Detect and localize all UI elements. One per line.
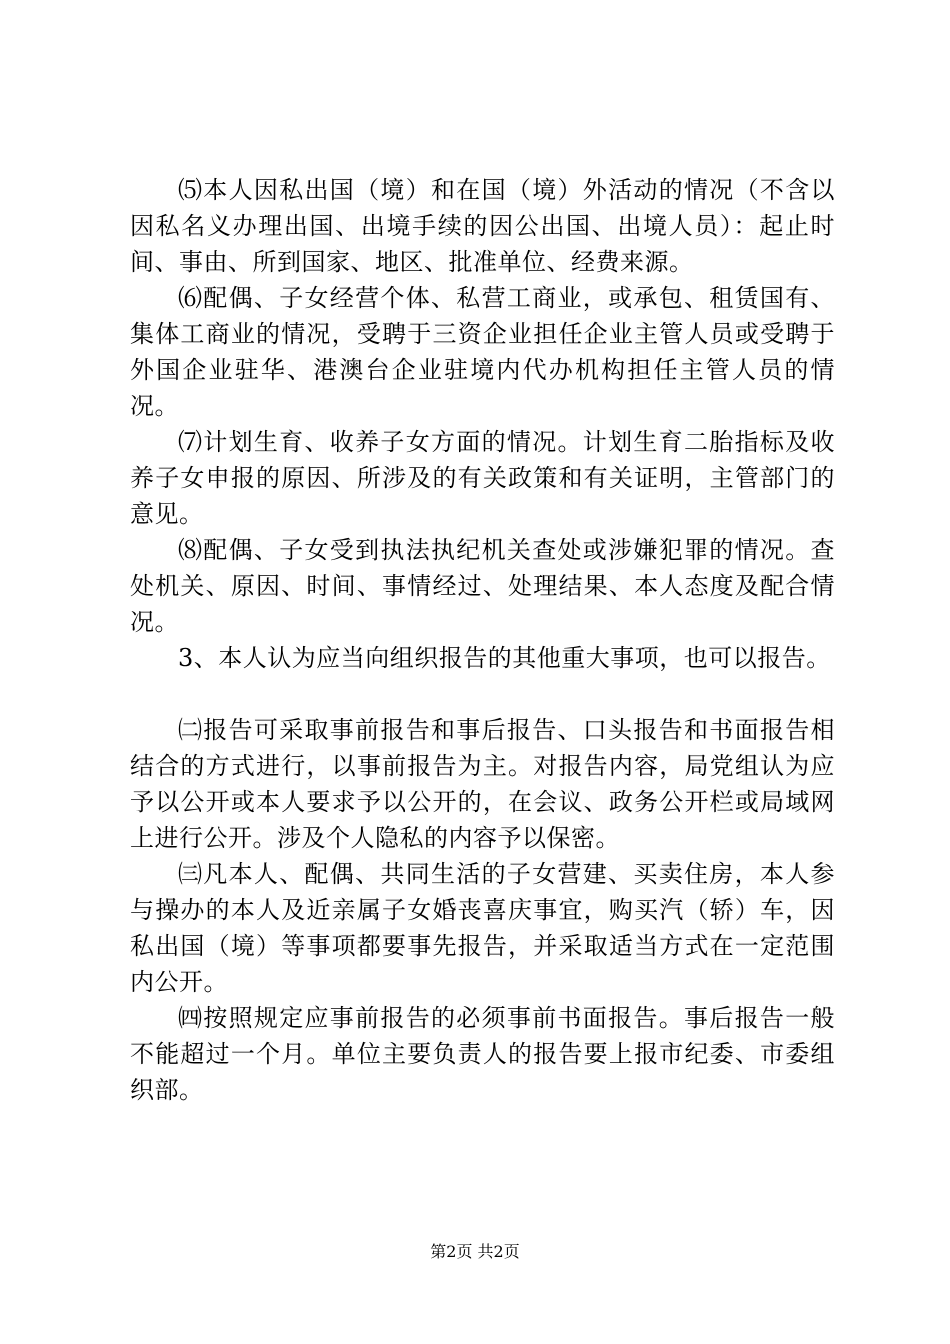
paragraph-section-4: ㈣按照规定应事前报告的必须事前书面报告。事后报告一般不能超过一个月。单位主要负责人的报告要上报市纪委、市委组织部。 bbox=[130, 1004, 835, 1104]
paragraph-section-3-public: ㈢凡本人、配偶、共同生活的子女营建、买卖住房，本人参与操办的本人及近亲属子女婚丧喜庆事宜，购买汽（轿）车，因私出国（境）等事项都要事先报告，并采取适当方式在一定范围内公开。 bbox=[130, 860, 835, 996]
paragraph-item-8: ⑻配偶、子女受到执法执纪机关查处或涉嫌犯罪的情况。查处机关、原因、时间、事情经过、处理结果、本人态度及配合情况。 bbox=[130, 536, 835, 636]
paragraph-section-3: 3、本人认为应当向组织报告的其他重大事项，也可以报告。 bbox=[178, 644, 831, 672]
paragraph-section-2: ㈡报告可采取事前报告和事后报告、口头报告和书面报告相结合的方式进行，以事前报告为主。对报告内容，局党组认为应予以公开或本人要求予以公开的，在会议、政务公开栏或局域网上进行公开。涉及个人隐私的内容予以保密。 bbox=[130, 716, 835, 852]
paragraph-item-6: ⑹配偶、子女经营个体、私营工商业，或承包、租赁国有、集体工商业的情况，受聘于三资企业担任企业主管人员或受聘于外国企业驻华、港澳台企业驻境内代办机构担任主管人员的情况。 bbox=[130, 284, 835, 420]
page-footer bbox=[0, 1241, 950, 1263]
document-body bbox=[130, 172, 835, 1108]
page-number: 第2页 共2页 bbox=[430, 1242, 520, 1261]
paragraph-item-5: ⑸本人因私出国（境）和在国（境）外活动的情况（不含以因私名义办理出国、出境手续的因公出国、出境人员）：起止时间、事由、所到国家、地区、批准单位、经费来源。 bbox=[130, 176, 835, 276]
paragraph-item-7: ⑺计划生育、收养子女方面的情况。计划生育二胎指标及收养子女申报的原因、所涉及的有关政策和有关证明，主管部门的意见。 bbox=[130, 428, 835, 528]
